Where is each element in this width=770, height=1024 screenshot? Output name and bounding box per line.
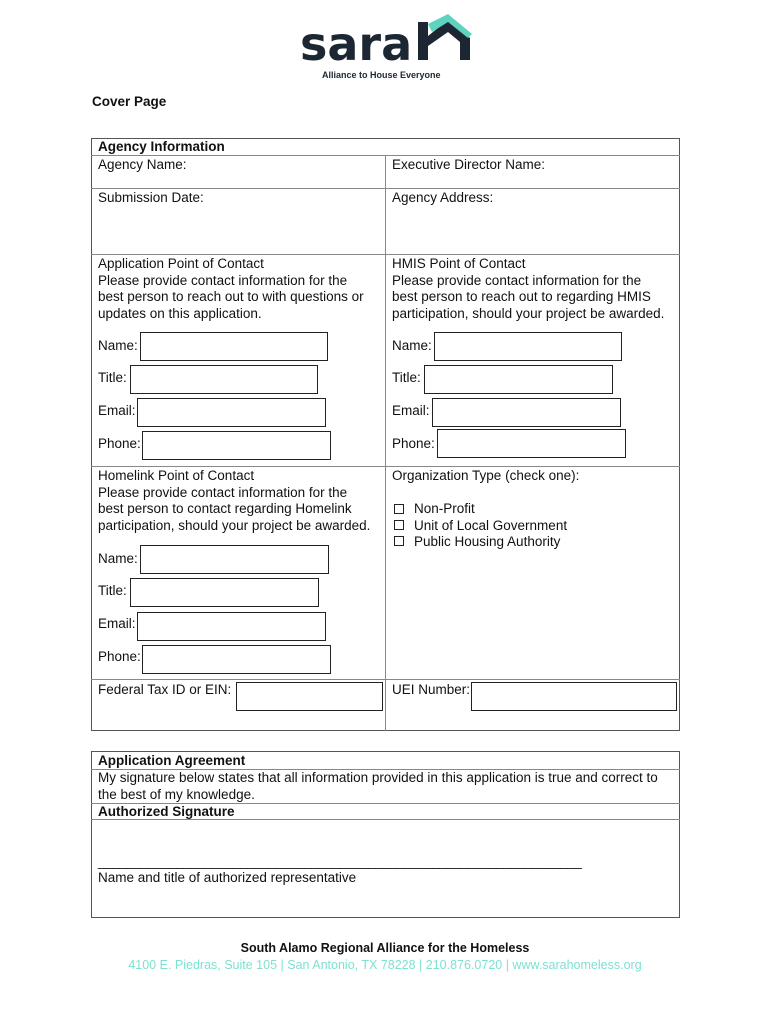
homelink-contact-section (98, 468, 383, 534)
hmis-contact-desc-3: participation, should your project be awarded. (392, 305, 665, 321)
hmis-contact-section (392, 256, 677, 322)
homelink-phone-label: Phone: (98, 649, 141, 664)
homelink-title-label: Title: (98, 583, 127, 598)
app-contact-desc-1: Please provide contact information for the (98, 272, 348, 288)
homelink-title-input[interactable] (130, 578, 319, 607)
executive-director-label: Executive Director Name: (392, 157, 546, 172)
homelink-email-label: Email: (98, 616, 136, 631)
homelink-contact-heading: Homelink Point of Contact (98, 468, 255, 483)
app-contact-heading: Application Point of Contact (98, 256, 264, 271)
app-contact-phone-label: Phone: (98, 436, 141, 451)
public-housing-label: Public Housing Authority (414, 534, 561, 549)
homelink-contact-desc-1: Please provide contact information for the (98, 484, 348, 500)
uei-number-input[interactable] (471, 682, 677, 711)
agreement-text-2: the best of my knowledge. (98, 787, 255, 802)
org-type-heading: Organization Type (check one): (392, 468, 580, 483)
hmis-contact-email-input[interactable] (432, 398, 621, 427)
logo-house-icon (298, 14, 478, 64)
uei-number-label: UEI Number: (392, 682, 471, 697)
page-title: Cover Page (92, 94, 167, 109)
hmis-contact-title-label: Title: (392, 370, 421, 385)
signature-heading: Authorized Signature (98, 804, 235, 819)
agency-address-label: Agency Address: (392, 190, 494, 205)
hmis-contact-name-label: Name: (392, 338, 432, 353)
homelink-name-input[interactable] (140, 545, 329, 574)
local-government-checkbox[interactable] (394, 520, 404, 530)
agreement-heading: Application Agreement (98, 753, 246, 768)
submission-date-label: Submission Date: (98, 190, 204, 205)
agreement-text-1: My signature below states that all information provided in this application is true and correct to (98, 770, 658, 785)
homelink-contact-desc-3: participation, should your project be awarded. (98, 517, 371, 533)
app-contact-email-input[interactable] (137, 398, 326, 427)
app-contact-desc-2: best person to reach out to with questions or (98, 289, 364, 304)
hmis-contact-title-input[interactable] (424, 365, 613, 394)
logo (298, 14, 478, 64)
local-government-label: Unit of Local Government (414, 518, 568, 533)
logo-tagline: Alliance to House Everyone (322, 70, 441, 80)
homelink-name-label: Name: (98, 551, 138, 566)
logo-wordmark-letters: sara (300, 17, 413, 64)
app-contact-title-label: Title: (98, 370, 127, 385)
footer-address: 4100 E. Piedras, Suite 105 | San Antonio, TX 78228 | 210.876.0720 | www.sarahomeless.org (128, 958, 642, 972)
agency-info-heading: Agency Information (98, 139, 225, 154)
signature-caption: Name and title of authorized representative (98, 870, 357, 885)
non-profit-checkbox[interactable] (394, 504, 404, 514)
homelink-phone-input[interactable] (142, 645, 331, 674)
hmis-contact-desc-2: best person to reach out to regarding HMIS (392, 289, 651, 304)
hmis-contact-name-input[interactable] (434, 332, 622, 361)
hmis-contact-desc-1: Please provide contact information for the (392, 272, 642, 288)
non-profit-label: Non-Profit (414, 501, 475, 516)
federal-tax-id-input[interactable] (236, 682, 383, 711)
signature-line[interactable]: ____________________________________________________________________ (98, 854, 582, 869)
app-contact-section (98, 256, 383, 322)
federal-tax-id-label: Federal Tax ID or EIN: (98, 682, 232, 697)
app-contact-desc-3: updates on this application. (98, 305, 262, 321)
app-contact-name-label: Name: (98, 338, 138, 353)
homelink-contact-desc-2: best person to contact regarding Homelink (98, 501, 352, 516)
hmis-contact-phone-label: Phone: (392, 436, 435, 451)
hmis-contact-phone-input[interactable] (437, 429, 626, 458)
app-contact-email-label: Email: (98, 403, 136, 418)
public-housing-checkbox[interactable] (394, 536, 404, 546)
column-divider (385, 155, 386, 731)
hmis-contact-email-label: Email: (392, 403, 430, 418)
homelink-email-input[interactable] (137, 612, 326, 641)
app-contact-phone-input[interactable] (142, 431, 331, 460)
agency-name-label: Agency Name: (98, 157, 187, 172)
hmis-contact-heading: HMIS Point of Contact (392, 256, 526, 271)
app-contact-name-input[interactable] (140, 332, 328, 361)
footer-org: South Alamo Regional Alliance for the Homeless (240, 941, 530, 955)
app-contact-title-input[interactable] (130, 365, 318, 394)
